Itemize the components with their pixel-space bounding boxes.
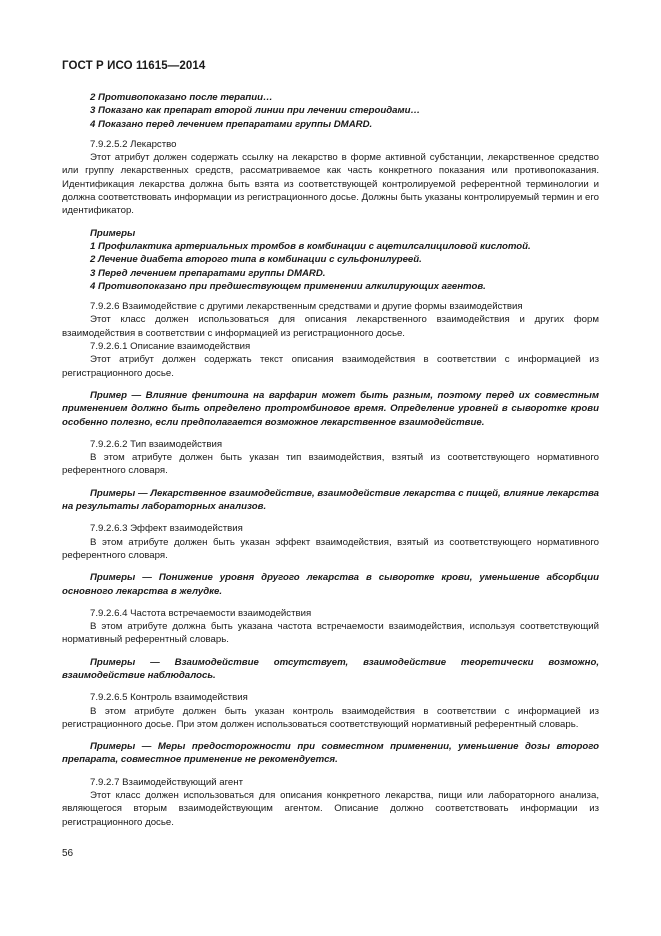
- section-heading: 7.9.2.6.3 Эффект взаимодействия: [90, 523, 243, 535]
- section-heading: 7.9.2.7 Взаимодействующий агент: [90, 776, 244, 788]
- paragraph: Этот атрибут должен содержать ссылку на лекарство в форме активной субстанции, лекарственное средство или группу лекарственных средств, рассматриваемое как часть конкретного показания или противопоказания. Идентификация лекарства должна быть взята из соответствующей контролируемой референтной терминологии и должна соответствовать информации из регистрационного досье. Должны быть указаны контролируемый термин и его идентификатор.: [62, 152, 599, 217]
- paragraph: В этом атрибуте должна быть указана частота встречаемости взаимодействия, используя соответствующий нормативный референтный словарь.: [62, 621, 599, 646]
- paragraph: В этом атрибуте должен быть указан тип взаимодействия, взятый из соответствующего нормативного референтного словаря.: [62, 452, 599, 477]
- list-item: 1 Профилактика артериальных тромбов в комбинации с ацетилсалициловой кислотой.: [90, 240, 531, 252]
- page-number: 56: [62, 848, 74, 859]
- list-item: 4 Противопоказано при предшествующем применении алкилирующих агентов.: [90, 280, 486, 292]
- section-heading: 7.9.2.6.4 Частота встречаемости взаимодействия: [90, 607, 312, 619]
- document-body: [62, 91, 599, 829]
- examples-title: Примеры: [90, 227, 136, 239]
- list-item: 2 Противопоказано после терапии…: [90, 92, 273, 103]
- section-heading: 7.9.2.6 Взаимодействие с другими лекарственным средствами и другие формы взаимодействия: [90, 301, 523, 313]
- section-heading: 7.9.2.6.1 Описание взаимодействия: [90, 341, 251, 353]
- paragraph: Этот класс должен использоваться для описания лекарственного взаимодействия и других форм взаимодействия в соответствии с информацией из регистрационного досье.: [62, 314, 599, 339]
- document-header: ГОСТ Р ИСО 11615—2014: [62, 60, 206, 72]
- paragraph: В этом атрибуте должен быть указан контроль взаимодействия в соответствии с информацией из регистрационного досье. При этом должен использоваться соответствующий нормативный референтный словарь.: [62, 705, 599, 730]
- example-block: Примеры — Меры предосторожности при совместном применении, уменьшение дозы второго препарата, совместное применение не рекомендуется.: [62, 741, 599, 766]
- section-heading: 7.9.2.6.5 Контроль взаимодействия: [90, 692, 248, 704]
- section-heading: 7.9.2.5.2 Лекарство: [90, 138, 177, 150]
- list-item: 3 Показано как препарат второй линии при лечении стероидами…: [90, 105, 421, 117]
- example-block: Примеры — Понижение уровня другого лекарства в сыворотке крови, уменьшение абсорбции основного лекарства в желудке.: [62, 572, 599, 597]
- paragraph: Этот атрибут должен содержать текст описания взаимодействия в соответствии с информацией из регистрационного досье.: [62, 354, 599, 379]
- section-heading: 7.9.2.6.2 Тип взаимодействия: [90, 438, 223, 450]
- list-item: 4 Показано перед лечением препаратами группы DMARD.: [90, 118, 373, 130]
- paragraph: Этот класс должен использоваться для описания конкретного лекарства, пищи или лабораторного анализа, являющегося вторым взаимодействующим агентом. Описание должно соответствовать информации из регистрационного досье.: [62, 790, 599, 828]
- example-block: Примеры — Взаимодействие отсутствует, взаимодействие теоретически возможно, взаимодействие наблюдалось.: [62, 656, 599, 681]
- paragraph: В этом атрибуте должен быть указан эффект взаимодействия, взятый из соответствующего нормативного референтного словаря.: [62, 536, 599, 561]
- list-item: 2 Лечение диабета второго типа в комбинации с сульфонилуреей.: [90, 254, 422, 266]
- list-item: 3 Перед лечением препаратами группы DMARD.: [90, 267, 326, 279]
- example-block: Пример — Влияние фенитоина на варфарин может быть разным, поэтому перед их совместным применением должно быть определено протромбиновое время. Определение уровней в сыворотке крови особенно полезно, если предполагается возможное лекарственное взаимодействие.: [62, 389, 599, 428]
- example-block: Примеры — Лекарственное взаимодействие, взаимодействие лекарства с пищей, влияние лекарства на результаты лабораторных анализов.: [62, 487, 599, 513]
